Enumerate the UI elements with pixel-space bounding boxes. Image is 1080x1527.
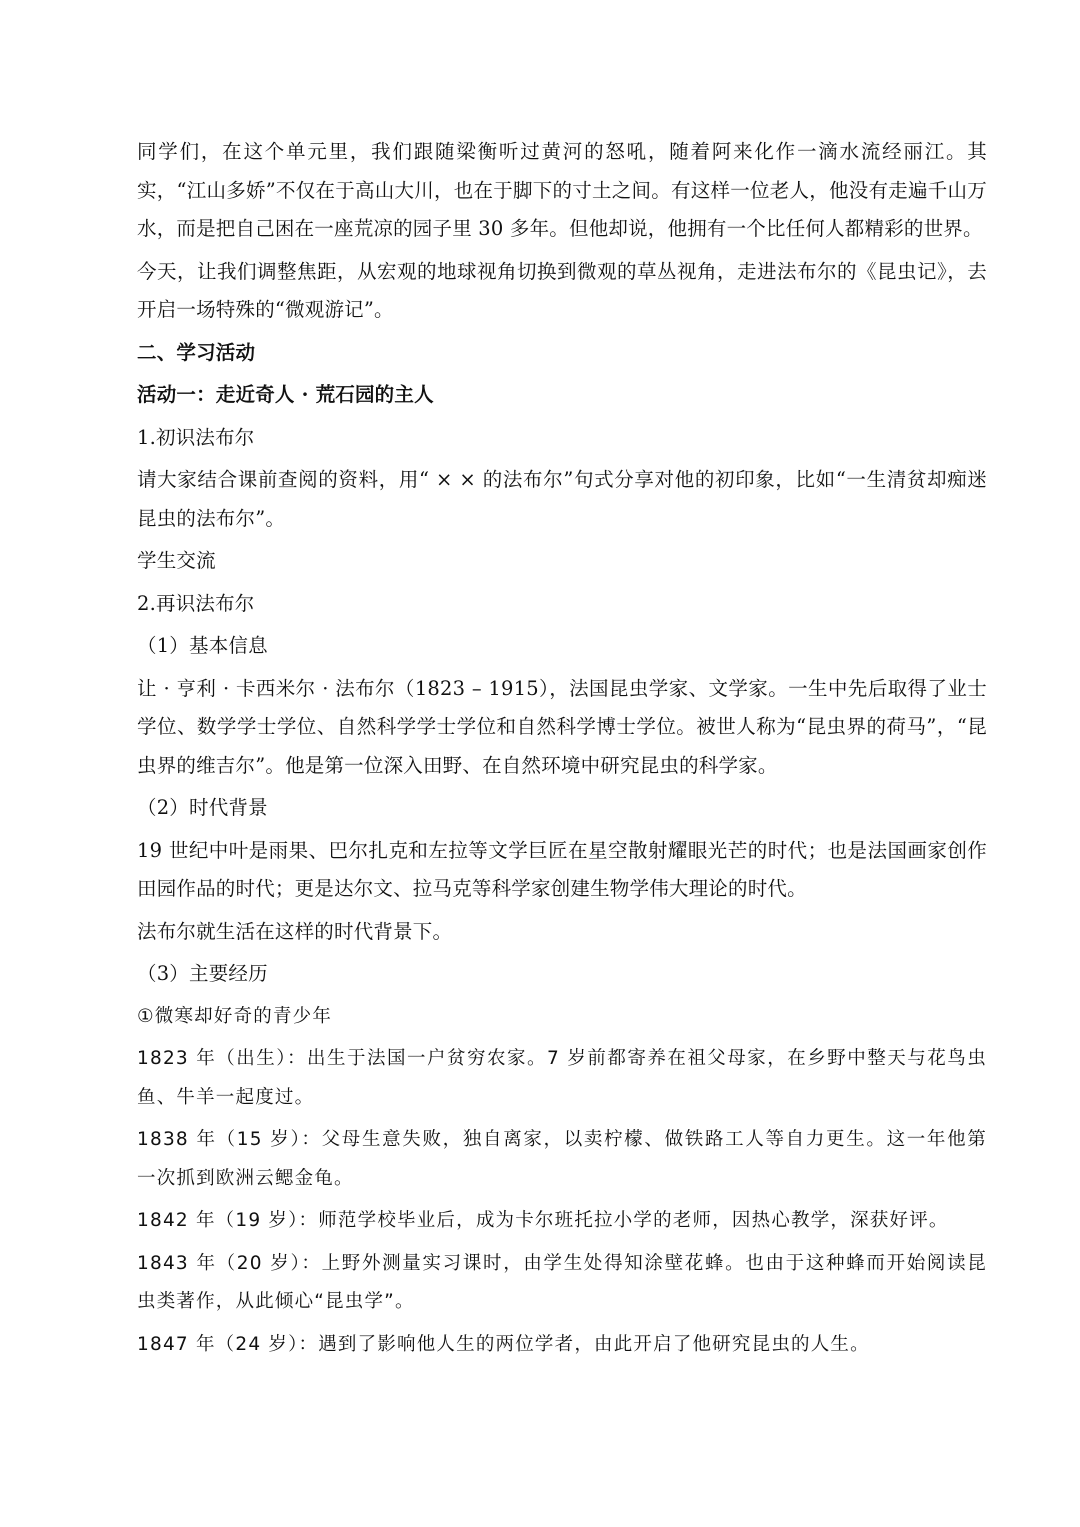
- intro-paragraph-1: 同学们，在这个单元里，我们跟随梁衡听过黄河的怒吼，随着阿来化作一滴水流经丽江。其实，“江山多娇”不仅在于高山大川，也在于脚下的寸土之间。有这样一位老人，他没有走遍千山万水，而是把自己困在一座荒凉的园子里 30 多年。但他却说，他拥有一个比任何人都精彩的世界。: [137, 140, 987, 240]
- step-one-heading: 1.初识法布尔: [137, 425, 255, 449]
- youth-heading: ①微寒却好奇的青少年: [137, 1005, 333, 1027]
- basic-info-heading: （1）基本信息: [137, 634, 268, 657]
- timeline-1847: 1847 年（24 岁）：遇到了影响他人生的两位学者，由此开启了他研究昆虫的人生。: [137, 1333, 870, 1355]
- activity-one-heading: 活动一：走近奇人 · 荒石园的主人: [137, 383, 434, 406]
- intro-paragraph-2: 今天，让我们调整焦距，从宏观的地球视角切换到微观的草丛视角，走进法布尔的《昆虫记》，去开启一场特殊的“微观游记”。: [137, 259, 987, 321]
- timeline-1823: 1823 年（出生）：出生于法国一户贫穷农家。7 岁前都寄养在祖父母家，在乡野中整天与花鸟虫鱼、牛羊一起度过。: [137, 1048, 987, 1108]
- experience-heading: （3）主要经历: [137, 962, 268, 985]
- era-text-2: 法布尔就生活在这样的时代背景下。: [137, 919, 453, 943]
- era-text: 19 世纪中叶是雨果、巴尔扎克和左拉等文学巨匠在星空散射耀眼光芒的时代；也是法国画家创作田园作品的时代；更是达尔文、拉马克等科学家创建生物学伟大理论的时代。: [137, 838, 987, 900]
- timeline-1838: 1838 年（15 岁）：父母生意失败，独自离家，以卖柠檬、做铁路工人等自力更生。这一年他第一次抓到欧洲云鳃金龟。: [137, 1129, 987, 1189]
- document-body: [137, 133, 987, 1364]
- step-one-text: 请大家结合课前查阅的资料，用“ × × 的法布尔”句式分享对他的初印象，比如“一生清贫却痴迷昆虫的法布尔”。: [137, 468, 987, 530]
- student-exchange: 学生交流: [137, 549, 216, 572]
- step-two-heading: 2.再识法布尔: [137, 591, 255, 615]
- timeline-1843: 1843 年（20 岁）：上野外测量实习课时，由学生处得知涂壁花蜂。也由于这种蜂而开始阅读昆虫类著作，从此倾心“昆虫学”。: [137, 1252, 987, 1312]
- era-heading: （2）时代背景: [137, 796, 268, 819]
- section-heading-learning-activities: 二、学习活动: [137, 340, 256, 364]
- basic-info-text: 让 · 亨利 · 卡西米尔 · 法布尔（1823 – 1915），法国昆虫学家、文学家。一生中先后取得了业士学位、数学学士学位、自然科学学士学位和自然科学博士学位。被世人称为“昆虫界的荷马”，“昆虫界的维吉尔”。他是第一位深入田野、在自然环境中研究昆虫的科学家。: [137, 676, 987, 777]
- timeline-1842: 1842 年（19 岁）：师范学校毕业后，成为卡尔班托拉小学的老师，因热心教学，深获好评。: [137, 1210, 949, 1231]
